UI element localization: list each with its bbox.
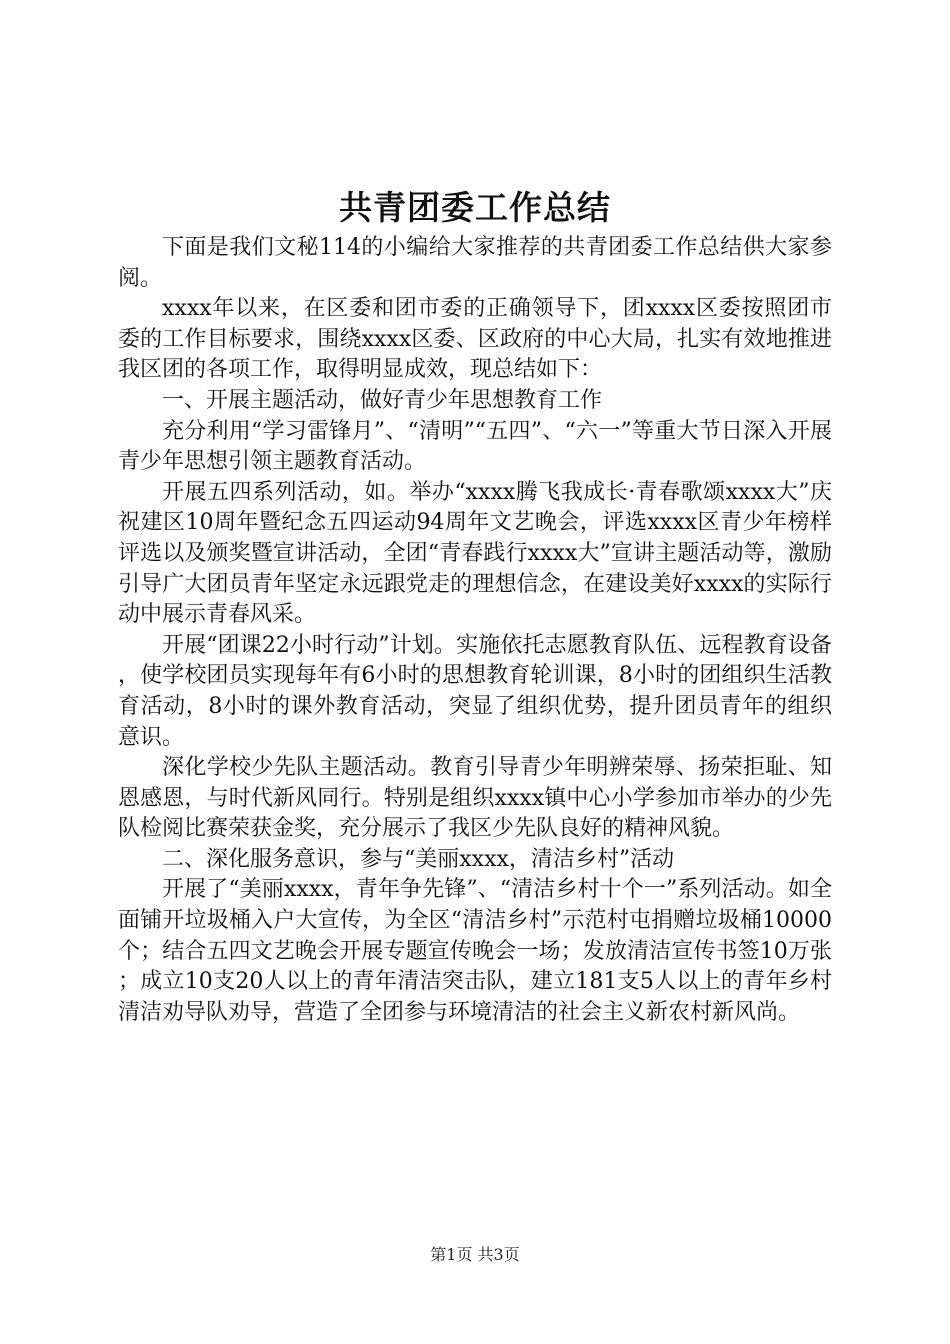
paragraph-young-pioneers: 深化学校少先队主题活动。教育引导青少年明辨荣辱、扬荣拒耻、知恩感恩，与时代新风同行。特别是组织xxxx镇中心小学参加市举办的少先队检阅比赛荣获金奖，充分展示了我区少先队良好的精神风貌。 bbox=[118, 755, 832, 842]
paragraph-league-class: 开展“团课22小时行动”计划。实施依托志愿教育队伍、远程教育设备，使学校团员实现每年有6小时的思想教育轮训课，8小时的团组织生活教育活动，8小时的课外教育活动，突显了组织优势，提升团员青年的组织意识。 bbox=[118, 632, 832, 750]
document-body bbox=[118, 233, 832, 1028]
paragraph-intro: 下面是我们文秘114的小编给大家推荐的共青团委工作总结供大家参阅。 bbox=[118, 235, 832, 291]
paragraph-holidays: 充分利用“学习雷锋月”、“清明”“五四”、“六一”等重大节日深入开展青少年思想引领主题教育活动。 bbox=[118, 418, 832, 475]
paragraph-may-fourth: 开展五四系列活动，如。举办“xxxx腾飞我成长·青春歌颂xxxx大”庆祝建区10周年暨纪念五四运动94周年文艺晚会，评选xxxx区青少年榜样评选以及颁奖暨宣讲活动，全团“青春践行xxxx大”宣讲主题活动等，激励引导广大团员青年坚定永远跟党走的理想信念，在建设美好xxxx的实际行动中展示青春风采。 bbox=[118, 479, 832, 628]
paragraph-clean-village: 开展了“美丽xxxx，青年争先锋”、“清洁乡村十个一”系列活动。如全面铺开垃圾桶入户大宣传，为全区“清洁乡村”示范村屯捐赠垃圾桶10000个；结合五四文艺晚会开展专题宣传晚会一场；发放清洁宣传书签10万张；成立10支20人以上的青年清洁突击队，建立181支5人以上的青年乡村清洁劝导队劝导，营造了全团参与环境清洁的社会主义新农村新风尚。 bbox=[118, 877, 832, 1025]
section-heading-1: 一、开展主题活动，做好青少年思想教育工作 bbox=[162, 387, 603, 413]
document-title: 共青团委工作总结 bbox=[339, 188, 611, 227]
section-heading-2: 二、深化服务意识，参与“美丽xxxx，清洁乡村”活动 bbox=[162, 846, 675, 872]
page-footer: 第1页 共3页 bbox=[430, 1245, 520, 1264]
paragraph-summary: xxxx年以来，在区委和团市委的正确领导下，团xxxx区委按照团市委的工作目标要求，围绕xxxx区委、区政府的中心大局，扎实有效地推进我区团的各项工作，取得明显成效，现总结如下： bbox=[118, 296, 832, 383]
